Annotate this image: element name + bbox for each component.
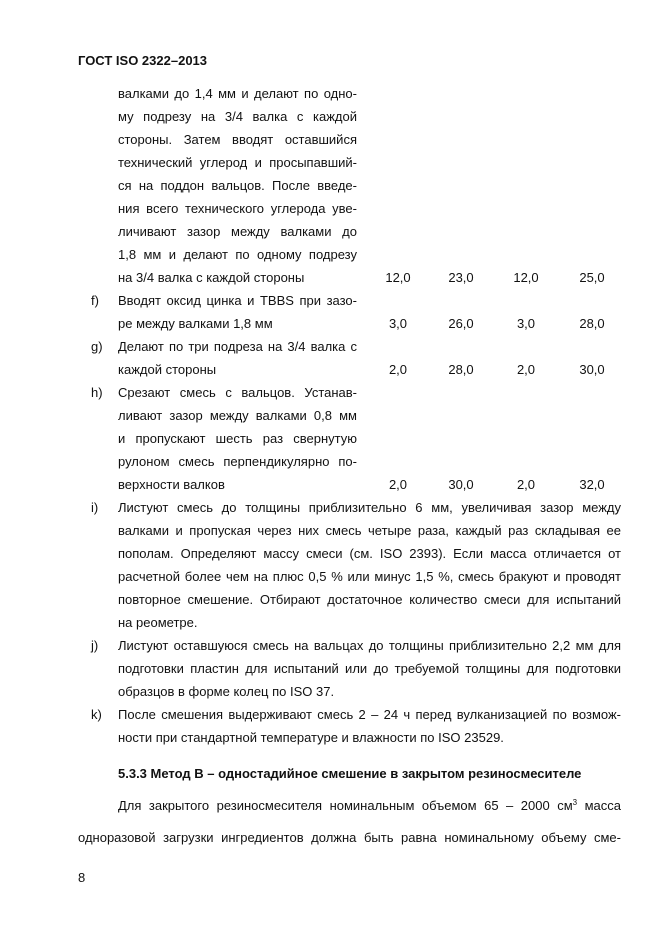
step-k-line: После смешения выдерживают смесь 2 – 24 ч перед вулканизацией по возмож- <box>118 707 621 722</box>
table-cell: 2,0 <box>388 362 408 377</box>
table-cell: 32,0 <box>579 477 605 492</box>
document-header: ГОСТ ISO 2322–2013 <box>78 53 208 68</box>
step-j-line: образцов в форме колец по ISO 37. <box>118 684 335 699</box>
step-e-line: валками до 1,4 мм и делают по одно- <box>118 86 357 101</box>
table-cell: 3,0 <box>516 316 536 331</box>
step-i-line: на реометре. <box>118 615 198 630</box>
step-g-line: Делают по три подреза на 3/4 валка с <box>118 339 357 354</box>
step-label: j) <box>91 638 99 653</box>
step-h-line: верхности валков <box>118 477 225 492</box>
table-cell: 28,0 <box>448 362 474 377</box>
step-e-line: ния всего технического углерода уве- <box>118 201 357 216</box>
step-label: f) <box>91 293 99 308</box>
step-e-line: технический углерод и просыпавший- <box>118 155 357 170</box>
table-cell: 25,0 <box>579 270 605 285</box>
step-label: k) <box>91 707 102 722</box>
paragraph-line <box>118 798 621 813</box>
step-e-line: ся на поддон вальцов. После введе- <box>118 178 357 193</box>
step-i-line: валками и пропуская через них смесь четыре раза, каждый раз складывая ее <box>118 523 621 538</box>
table-cell: 30,0 <box>448 477 474 492</box>
table-cell: 28,0 <box>579 316 605 331</box>
step-i-line: Листуют смесь до толщины приблизительно 6 мм, увеличивая зазор между <box>118 500 621 515</box>
step-h-line: рулоном смесь перпендикулярно по- <box>118 454 357 469</box>
paragraph-text: масса <box>577 798 621 813</box>
table-cell: 12,0 <box>385 270 411 285</box>
step-label: h) <box>91 385 103 400</box>
step-g-line: каждой стороны <box>118 362 217 377</box>
step-h-line: ливают зазор между валками 0,8 мм <box>118 408 357 423</box>
step-j-line: Листуют оставшуюся смесь на вальцах до толщины приблизительно 2,2 мм для <box>118 638 621 653</box>
step-i-line: пополам. Определяют массу смеси (см. ISO 2393). Если масса отличается от <box>118 546 621 561</box>
table-cell: 2,0 <box>516 362 536 377</box>
paragraph-text: Для закрытого резиносмесителя номинальным объемом 65 – 2000 см <box>118 798 573 813</box>
step-e-line: личивают зазор между валками до <box>118 224 357 239</box>
step-i-line: расчетной более чем на плюс 0,5 % или минус 1,5 %, смесь бракуют и проводят <box>118 569 621 584</box>
step-h-line: Срезают смесь с вальцов. Устанав- <box>118 385 357 400</box>
step-e-line: му подрезу на 3/4 валка с каждой <box>118 109 357 124</box>
table-cell: 3,0 <box>388 316 408 331</box>
step-e-line: стороны. Затем вводят оставшийся <box>118 132 357 147</box>
step-label: i) <box>91 500 99 515</box>
table-cell: 26,0 <box>448 316 474 331</box>
step-i-line: повторное смешение. Отбирают достаточное количество смеси для испытаний <box>118 592 621 607</box>
table-cell: 23,0 <box>448 270 474 285</box>
step-e-line: на 3/4 валка с каждой стороны <box>118 270 305 285</box>
step-f-line: Вводят оксид цинка и TBBS при зазо- <box>118 293 357 308</box>
section-heading: 5.3.3 Метод В – одностадийное смешение в закрытом резиносмесителе <box>118 766 582 781</box>
step-h-line: и пропускают шесть раз свернутую <box>118 431 357 446</box>
superscript: 3 <box>572 798 578 807</box>
table-cell: 2,0 <box>388 477 408 492</box>
table-cell: 12,0 <box>513 270 539 285</box>
paragraph-line: одноразовой загрузки ингредиентов должна быть равна номинальному объему сме- <box>78 830 621 845</box>
step-label: g) <box>91 339 103 354</box>
step-e-line: 1,8 мм и делают по одному подрезу <box>118 247 357 262</box>
step-f-line: ре между валками 1,8 мм <box>118 316 273 331</box>
page-number: 8 <box>78 870 86 885</box>
step-k-line: ности при стандартной температуре и влажности по ISO 23529. <box>118 730 504 745</box>
step-j-line: подготовки пластин для испытаний или до требуемой толщины для подготовки <box>118 661 621 676</box>
table-cell: 30,0 <box>579 362 605 377</box>
table-cell: 2,0 <box>516 477 536 492</box>
